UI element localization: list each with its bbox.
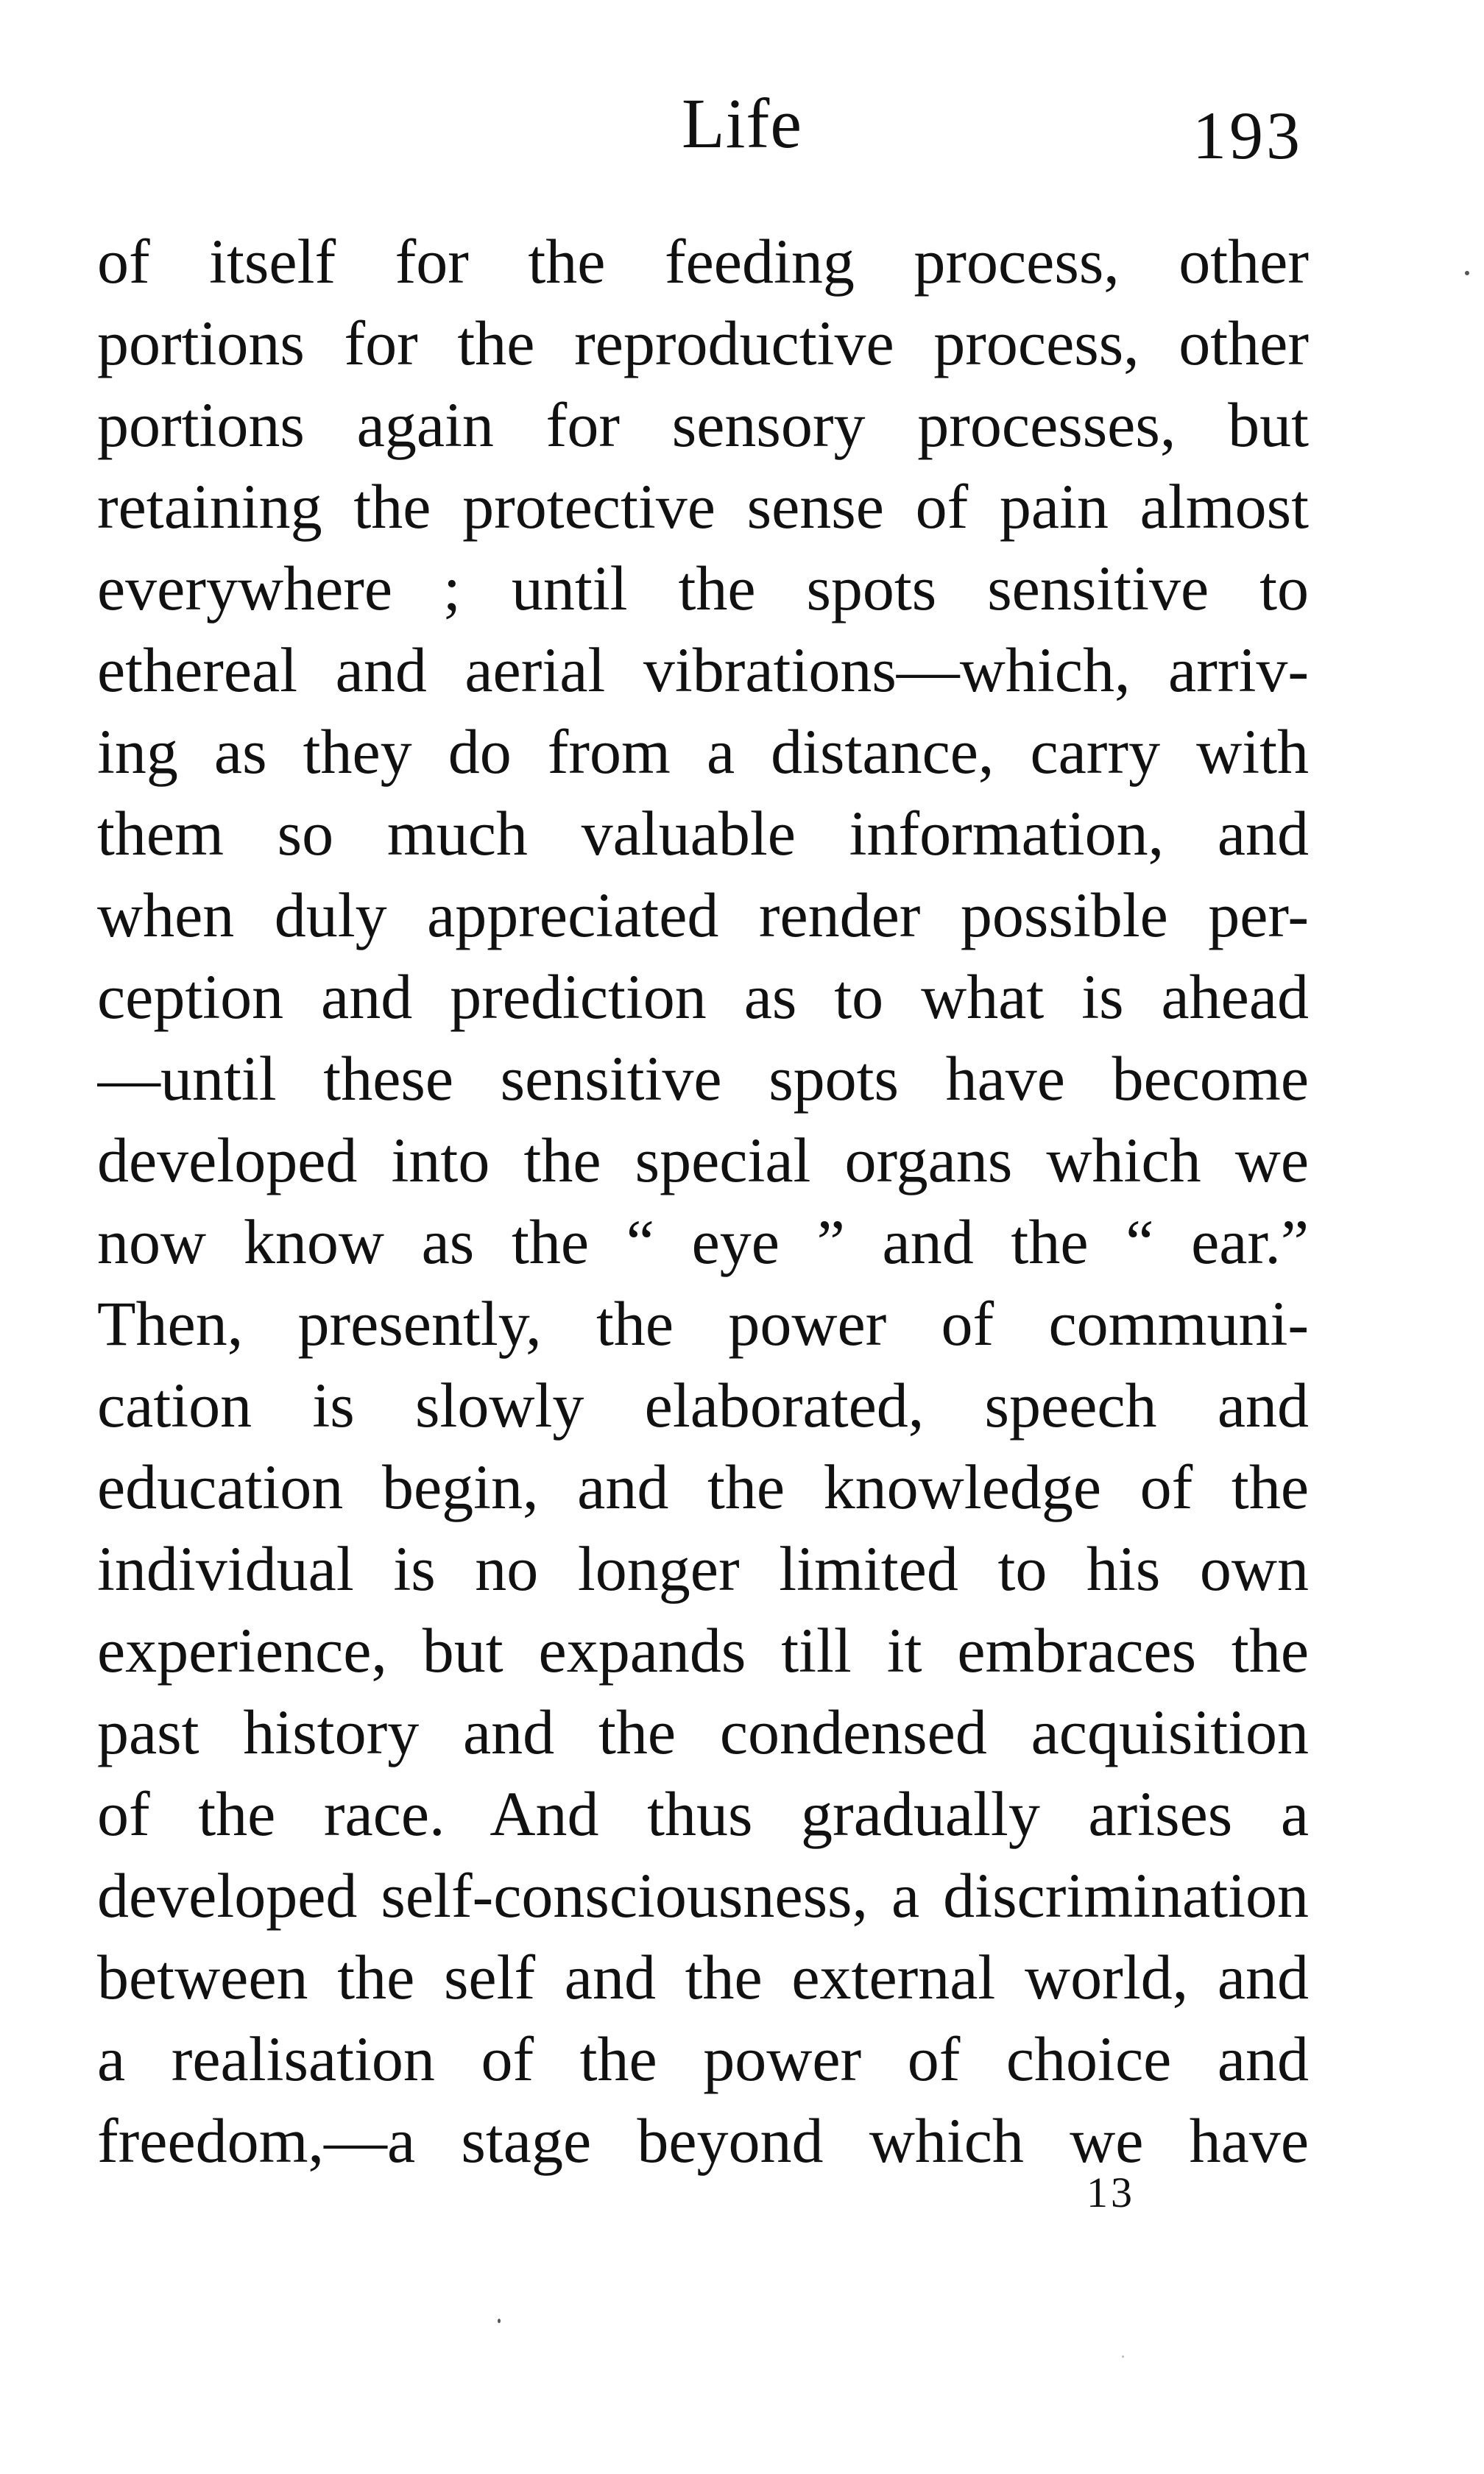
- ink-speck: [1465, 271, 1469, 275]
- text-line: past history and the condensed acquisition: [97, 1697, 1309, 1767]
- text-line: —until these sensitive spots have become: [97, 1043, 1309, 1114]
- text-line: everywhere ; until the spots sensitive to: [97, 553, 1309, 623]
- text-line: Then, presently, the power of communi-: [97, 1288, 1309, 1359]
- signature-mark: 13: [1086, 2169, 1135, 2216]
- text-line: retaining the protective sense of pain almost: [97, 471, 1309, 542]
- ink-speck: [1122, 2355, 1124, 2358]
- running-title: Life: [682, 84, 802, 163]
- text-line: them so much valuable information, and: [97, 798, 1309, 869]
- text-line: education begin, and the knowledge of the: [97, 1452, 1309, 1522]
- text-line: ethereal and aerial vibrations—which, arriv-: [97, 635, 1309, 705]
- text-line: between the self and the external world, and: [97, 1942, 1309, 2012]
- text-line: cation is slowly elaborated, speech and: [97, 1370, 1309, 1441]
- text-line: ception and prediction as to what is ahead: [97, 961, 1309, 1032]
- text-line: of the race. And thus gradually arises a: [97, 1778, 1309, 1849]
- body-text: [97, 221, 1309, 2182]
- text-line: ing as they do from a distance, carry with: [97, 716, 1309, 787]
- text-line: a realisation of the power of choice and: [97, 2024, 1309, 2094]
- page-number: 193: [1192, 98, 1303, 173]
- text-line: now know as the “ eye ” and the “ ear.”: [97, 1206, 1309, 1277]
- text-line: freedom,—a stage beyond which we have: [97, 2105, 1309, 2176]
- text-line: developed self-consciousness, a discrimination: [97, 1860, 1309, 1931]
- text-line: experience, but expands till it embraces the: [97, 1615, 1309, 1686]
- text-line: individual is no longer limited to his own: [97, 1533, 1309, 1604]
- text-line: of itself for the feeding process, other: [97, 226, 1309, 297]
- text-line: developed into the special organs which we: [97, 1125, 1309, 1195]
- text-line: portions again for sensory processes, but: [97, 389, 1309, 460]
- text-line: portions for the reproductive process, other: [97, 308, 1309, 378]
- ink-speck: [498, 2319, 501, 2323]
- text-line: when duly appreciated render possible per-: [97, 880, 1309, 950]
